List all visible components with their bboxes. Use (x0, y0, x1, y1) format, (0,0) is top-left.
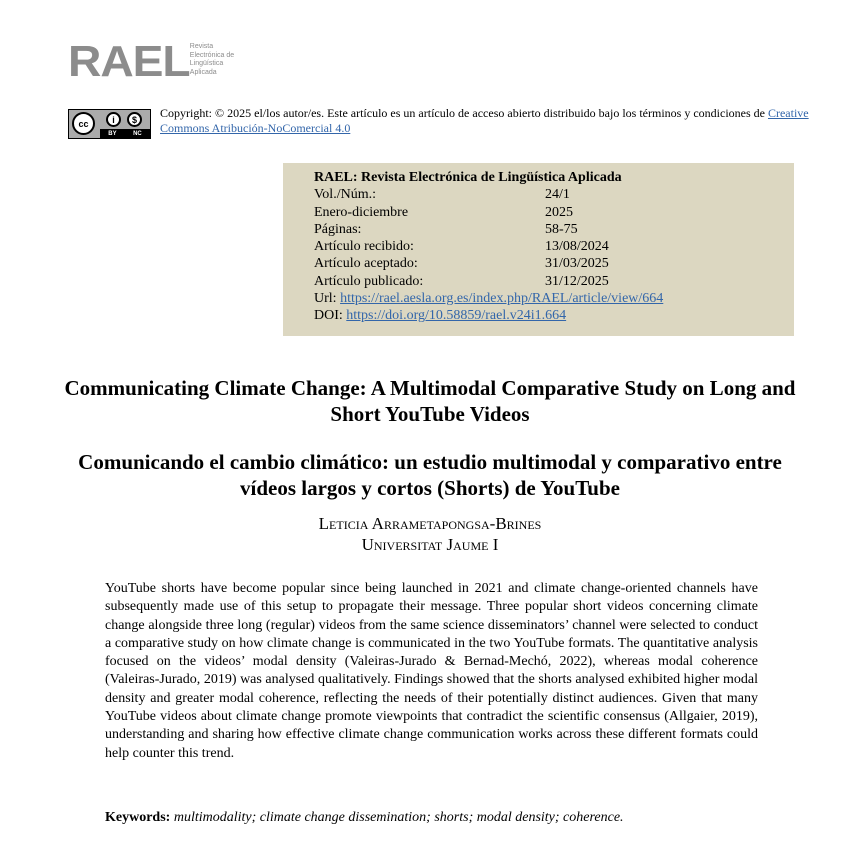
info-row (314, 204, 794, 221)
keywords-list: multimodality; climate change dissemination; shorts; modal density; coherence. (173, 810, 624, 825)
abstract: YouTube shorts have become popular since being launched in 2021 and climate change-oriented channels have subsequently made use of this setup to propagate their message. Three popular short videos concerning climate change alongside three long (regular) videos from the same science disseminators’ channel were selected to conduct a comparative study on how climate change is communicated in the two YouTube formats. The quantitative analysis focused on the videos’ modal density (Valeiras-Jurado & Bernad-Mechó, 2022), whereas modal coherence (Valeiras-Jurado, 2019) was analysed qualitatively. Findings showed that the shorts analysed exhibited higher modal density and greater modal coherence, reflecting the needs of their potentially distinct audiences. Given that many YouTube videos about climate change promote viewpoints that contradict the scientific consensus (Allgaier, 2019), understanding and sharing how effective climate change communication works across these different formats could help counter this trend. (105, 581, 758, 761)
info-row (314, 186, 794, 203)
logo-subtitle-line: Aplicada (189, 68, 217, 76)
info-row (314, 238, 794, 255)
doi-label: DOI: (314, 308, 347, 324)
info-value: 2025 (545, 204, 573, 220)
doi-line (314, 307, 794, 324)
keywords (105, 809, 758, 827)
journal-logo (68, 37, 235, 86)
info-label: Artículo publicado: (314, 273, 424, 289)
cc-by-nc-badge[interactable] (68, 109, 151, 139)
attribution-icon: i (106, 112, 121, 127)
info-row (314, 255, 794, 272)
keywords-label: Keywords: (105, 810, 171, 825)
journal-name: RAEL: Revista Electrónica de Lingüística Aplicada (314, 170, 622, 185)
noncommercial-icon: $ (127, 112, 142, 127)
title-spanish: Comunicando el cambio climático: un estudio multimodal y comparativo entre vídeos largos y cortos (Shorts) de YouTube (78, 450, 782, 500)
cc-icon: cc (72, 112, 95, 135)
info-value: 13/08/2024 (545, 239, 609, 255)
title-english: Communicating Climate Change: A Multimodal Comparative Study on Long and Short YouTube Videos (64, 376, 796, 426)
logo-subtitle (190, 43, 234, 77)
info-label: Vol./Núm.: (314, 187, 376, 203)
author-name: Leticia Arrametapongsa-Brines (318, 514, 542, 533)
logo-subtitle-line: Lingüística (189, 60, 224, 68)
info-label: Enero-diciembre (314, 204, 409, 220)
logo-subtitle-line: Revista (189, 43, 214, 50)
author-block (60, 513, 800, 555)
logo-subtitle-line: Electrónica de (189, 51, 235, 59)
info-label: Páginas: (314, 221, 362, 237)
doi-link[interactable]: https://doi.org/10.58859/rael.v24i1.664 (346, 308, 567, 324)
info-value: 31/12/2025 (545, 273, 609, 289)
by-label: BY (108, 130, 117, 137)
url-line (314, 290, 794, 307)
info-label: Artículo recibido: (314, 239, 414, 255)
logo-mark: RAEL (68, 37, 190, 86)
info-row (314, 221, 794, 238)
nc-label: NC (133, 130, 142, 137)
article-url-link[interactable]: https://rael.aesla.org.es/index.php/RAEL/article/view/664 (340, 291, 664, 307)
copyright-notice (160, 106, 810, 136)
url-label: Url: (314, 291, 341, 307)
info-value: 24/1 (545, 187, 570, 203)
info-label: Artículo aceptado: (314, 256, 418, 272)
info-value: 58-75 (545, 221, 578, 237)
article-info-box (283, 163, 794, 336)
author-affiliation: Universitat Jaume I (361, 535, 499, 554)
info-value: 31/03/2025 (545, 256, 609, 272)
copyright-text: Copyright: © 2025 el/los autor/es. Este artículo es un artículo de acceso abierto distribuido bajo los términos y condiciones de (160, 106, 768, 120)
info-row (314, 273, 794, 290)
license-link[interactable]: Creative Commons Atribución-NoComercial 4.0 (160, 106, 809, 135)
cc-badge-labels (100, 129, 150, 138)
